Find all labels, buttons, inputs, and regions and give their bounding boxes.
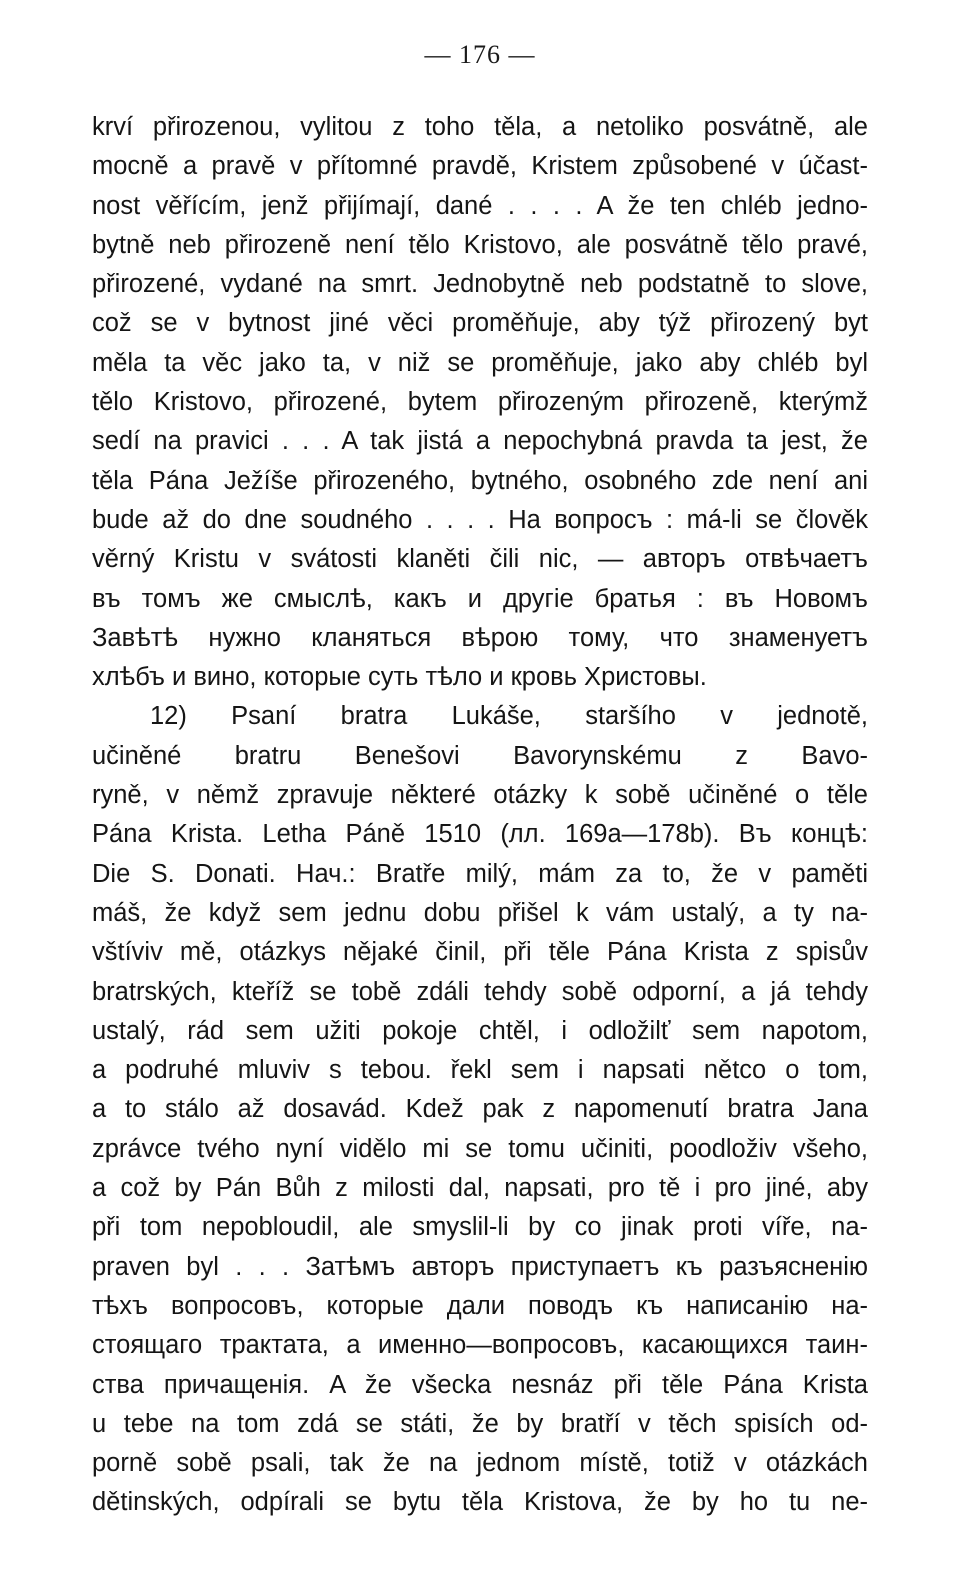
text-line: Завѣтѣ нужно кланяться вѣрою тому, что знаменуетъ xyxy=(92,623,868,652)
text-line: nost věřícím, jenž přijímají, dané . . . . A že ten chléb jedno- xyxy=(92,191,868,220)
text-line: 12) Psaní bratra Lukáše, staršího v jednotě, xyxy=(150,702,868,731)
text-line: стоящаго трактата, а именно—вопросовъ, касающихся таин- xyxy=(92,1331,868,1360)
text-line: тѣхъ вопросовъ, которые дали поводъ къ написанію на- xyxy=(92,1291,868,1320)
text-line: ustalý, rád sem užiti pokoje chtěl, i odložilť sem napotom, xyxy=(92,1016,868,1045)
text-line: sedí na pravici . . . A tak jistá a nepochybná pravda ta jest, že xyxy=(92,427,868,456)
text-line: ства причащенія. A že všecka nesnáz při těle Pána Krista xyxy=(92,1370,868,1399)
text-line: a což by Pán Bůh z milosti dal, napsati, pro tě i pro jiné, aby xyxy=(92,1174,868,1203)
text-line: věrný Kristu v svátosti klaněti čili nic, — авторъ отвѣчаетъ xyxy=(92,545,868,574)
text-line: měla ta věc jako ta, v niž se proměňuje, jako aby chléb byl xyxy=(92,348,868,377)
text-line: těla Pána Ježíše přirozeného, bytného, osobného zde není ani xyxy=(92,466,868,495)
text-line: při tom nepobloudil, ale smyslil-li by co jinak proti víře, na- xyxy=(92,1213,868,1242)
text-line: bratrských, kteříž se tobě zdáli tehdy sobě odporní, a já tehdy xyxy=(92,977,868,1006)
text-line: a to stálo až dosavád. Kdež pak z napomenutí bratra Jana xyxy=(92,1095,868,1124)
text-line: bytně neb přirozeně není tělo Kristovo, ale posvátně tělo pravé, xyxy=(92,230,868,259)
text-line: porně sobě psali, tak že na jednom místě, totiž v otázkách xyxy=(92,1449,868,1478)
text-line: Die S. Donati. Нач.: Bratře milý, mám za to, že v paměti xyxy=(92,859,868,888)
text-line: a podruhé mluviv s tebou. řekl sem i napsati nětco o tom, xyxy=(92,1056,868,1085)
text-line: въ томъ же смыслѣ, какъ и другіе братья : въ Новомъ xyxy=(92,584,868,613)
text-line: praven byl . . . Затѣмъ авторъ приступаетъ къ разъясненію xyxy=(92,1252,868,1281)
text-line: u tebe na tom zdá se státi, že by bratří v těch spisích od- xyxy=(92,1409,868,1438)
text-line: krví přirozenou, vylitou z toho těla, a netoliko posvátně, ale xyxy=(92,113,868,141)
text-line: učiněné bratru Benešovi Bavorynskému z Bavo- xyxy=(92,741,868,770)
text-line: хлѣбъ и вино, которые суть тѣло и кровь Христовы. xyxy=(92,663,707,692)
text-line: máš, že když sem jednu dobu přišel k vám ustalý, a ty na- xyxy=(92,898,868,927)
text-line: bude až do dne soudného . . . . На вопросъ : má-li se člověk xyxy=(92,505,868,534)
text-line: přirozené, vydané na smrt. Jednobytně neb podstatně to slove, xyxy=(92,270,868,299)
text-line: vštíviv mě, otázkys nějaké činil, při těle Pána Krista z spisův xyxy=(92,938,868,967)
text-line: mocně a pravě v přítomné pravdě, Kristem způsobené v účast- xyxy=(92,152,868,181)
text-line: tělo Kristovo, přirozené, bytem přirozeným přirozeně, kterýmž xyxy=(92,388,868,417)
body-text xyxy=(92,108,868,1523)
text-line: zprávce tvého nyní vidělo mi se tomu učiniti, poodloživ všeho, xyxy=(92,1134,868,1163)
text-line: ryně, v němž zpravuje některé otázky k sobě učiněné o těle xyxy=(92,781,868,810)
text-line: dětinských, odpírali se bytu těla Kristova, že by ho tu ne- xyxy=(92,1488,868,1517)
text-line: což se v bytnost jiné věci proměňuje, aby týž přirozený byt xyxy=(92,309,868,338)
text-line: Pána Krista. Letha Páně 1510 (лл. 169a—178b). Въ концѣ: xyxy=(92,820,868,849)
page-number: — 176 — xyxy=(424,40,536,69)
